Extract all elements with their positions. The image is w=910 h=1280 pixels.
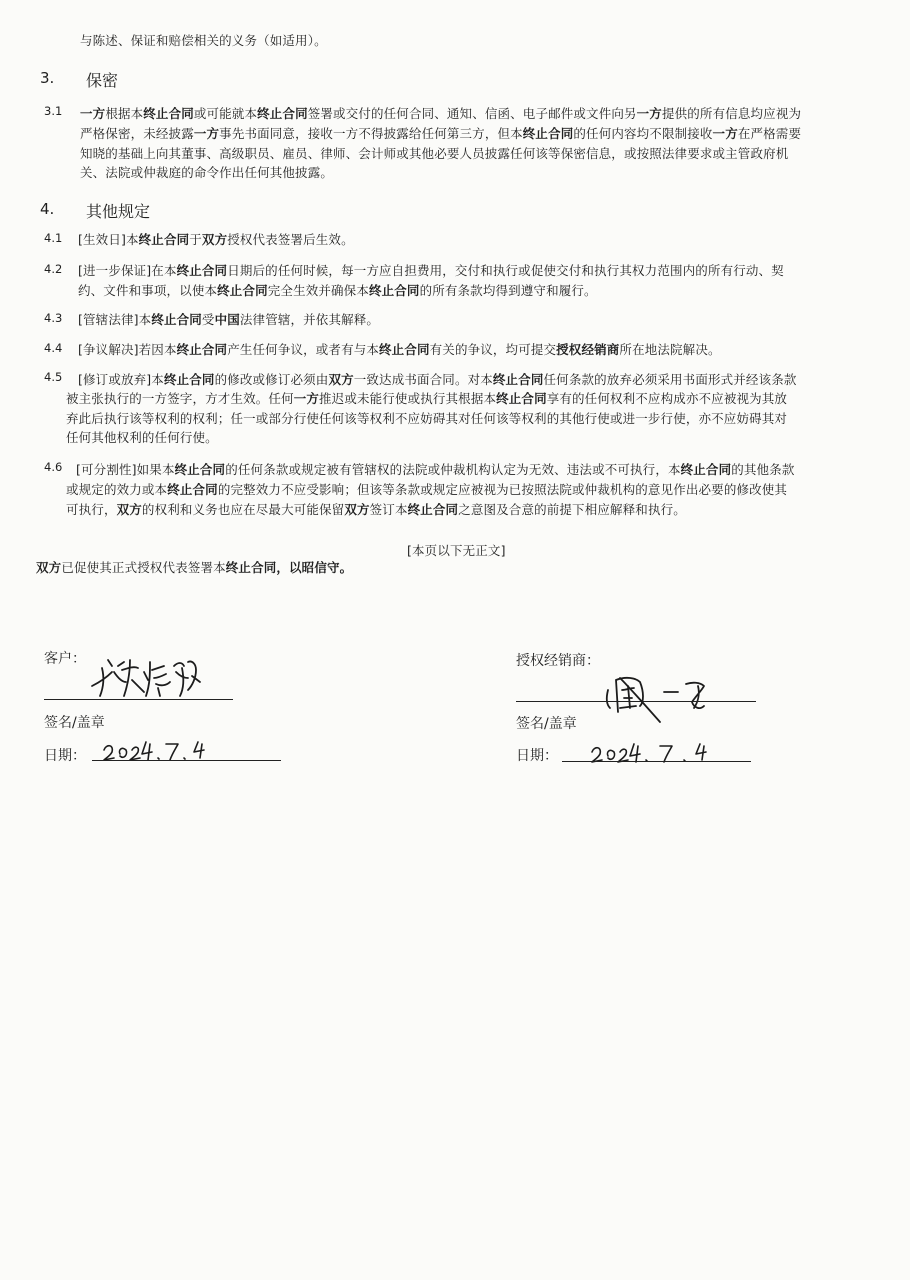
bold-term: 终止合同 [407, 502, 459, 517]
witness-clause [36, 558, 352, 578]
bold-term: 终止合同 [163, 372, 215, 387]
clause-4-2-line-2 [78, 281, 597, 301]
clause-4-6-number: 4.6 [44, 460, 63, 474]
bold-term: 双方 [201, 232, 228, 247]
text-run: 完全生效并确保本 [267, 283, 369, 298]
customer-date-line [92, 760, 281, 761]
customer-handwritten-date [100, 736, 230, 766]
dealer-label: 授权经销商： [516, 653, 600, 669]
text-run: 已促使其正式授权代表签署本 [61, 560, 226, 575]
text-run: [争议解决]若因本 [78, 342, 177, 357]
text-run: 的任何内容均不限制接收 [573, 126, 713, 141]
clause-4-1-number: 4.1 [44, 231, 63, 245]
bold-term: 授权经销商 [556, 342, 620, 357]
customer-sign-label: 签名/盖章 [44, 715, 105, 731]
clause-4-5-line-4 [66, 428, 218, 448]
text-run: 可执行， [66, 502, 117, 517]
section-4-number: 4. [40, 200, 55, 218]
clause-4-5-line-3 [66, 409, 787, 429]
text-run: 的所有条款均得到遵守和履行。 [419, 283, 597, 298]
text-run: 一致达成书面合同。对本 [353, 372, 493, 387]
text-run: 任何条款的放弃必须采用书面形式并经该条款 [543, 372, 797, 387]
bold-term: 一方 [293, 391, 320, 406]
bold-term: 一方 [193, 126, 220, 141]
text-run: 关、法院或仲裁庭的命令作出任何其他披露。 [80, 165, 334, 180]
dealer-date-label: 日期： [516, 748, 558, 764]
section-4-title: 其他规定 [86, 202, 151, 221]
clause-3-1-line-3 [80, 144, 788, 164]
clause-4-5-line-1 [78, 370, 797, 390]
text-run: 弃此后执行该等权利的权利；任一或部分行使任何该等权利不应妨碍其对任何该等权利的其他行使或进一步行使，亦不应妨碍其对 [66, 411, 788, 426]
bold-term: 双方 [36, 560, 62, 575]
bold-term: 一方 [712, 126, 738, 141]
section-3-title: 保密 [86, 71, 119, 90]
clause-4-3-number: 4.3 [44, 311, 63, 325]
bold-term: 终止合同 [680, 462, 732, 477]
dealer-sign-label: 签名/盖章 [516, 716, 577, 732]
clause-4-6-line-1 [76, 460, 795, 480]
text-run: [可分割性]如果本 [76, 462, 175, 477]
text-run: 享有的任何权利不应构成亦不应被视为其放 [546, 391, 788, 406]
text-run: 或可能就本 [193, 106, 258, 121]
bold-term: 一方 [80, 106, 106, 121]
dealer-date-line [562, 761, 751, 762]
bold-term: 中国 [214, 312, 240, 327]
bold-term: 终止合同 [522, 126, 574, 141]
bold-term: 终止合同 [225, 560, 277, 575]
text-run: 约、文件和事项，以使本 [78, 283, 218, 298]
text-run: 的其他条款 [731, 462, 795, 477]
clause-3-1-line-4 [80, 163, 333, 183]
bold-term: 终止合同 [379, 342, 430, 357]
clause-4-3-line-1 [78, 310, 379, 330]
text-run: 受 [201, 312, 215, 327]
clause-4-2-line-1 [78, 261, 784, 281]
bold-term: 终止合同 [492, 372, 544, 387]
intro-text: 与陈述、保证和赔偿相关的义务（如适用）。 [80, 33, 327, 48]
text-run: 的修改或修订必须由 [214, 372, 329, 387]
clause-4-2-number: 4.2 [44, 262, 63, 276]
text-run: 根据本 [105, 106, 144, 121]
bold-term: 终止合同 [167, 482, 218, 497]
text-run: 的任何条款或规定被有管辖权的法院或仲裁机构认定为无效、违法或不可执行，本 [225, 462, 681, 477]
text-run: 任何其他权利的任何行使。 [66, 430, 218, 445]
text-run: 事先书面同意，接收一方不得披露给任何第三方，但本 [219, 126, 523, 141]
customer-signature-line [44, 699, 233, 700]
text-run: 产生任何争议，或者有与本 [227, 342, 380, 357]
clause-4-1-line-1 [78, 230, 354, 250]
text-run: 提供的所有信息均应视为 [661, 106, 802, 121]
clause-4-6-line-2 [66, 480, 787, 500]
bold-term: 终止合同 [217, 283, 268, 298]
text-run: 推迟或未能行使或执行其根据本 [319, 391, 497, 406]
text-run: 严格保密，未经披露 [80, 126, 194, 141]
text-run: [生效日]本 [78, 232, 139, 247]
text-run: 于 [189, 232, 202, 247]
bold-term: 终止合同 [138, 232, 190, 247]
clause-4-6-line-3 [66, 500, 686, 520]
text-run: 所在地法院解决。 [619, 342, 721, 357]
text-run: [修订或放弃]本 [78, 372, 164, 387]
text-run: 法律管辖，并依其解释。 [239, 312, 380, 327]
bold-term: 终止合同 [368, 283, 420, 298]
bold-term: 一方 [636, 106, 662, 121]
text-run: 授权代表签署后生效。 [227, 232, 354, 247]
bold-term: 终止合同 [151, 312, 202, 327]
text-run: 被主张执行的一方签字，方才生效。任何 [66, 391, 294, 406]
bold-term: 终止合同 [496, 391, 547, 406]
bold-term: ，以昭信守。 [276, 560, 353, 575]
customer-date-label: 日期： [44, 748, 86, 764]
bold-term: 终止合同 [176, 263, 228, 278]
clause-4-4-line-1 [78, 340, 721, 360]
dealer-handwritten-signature [600, 668, 740, 724]
text-run: 之意图及合意的前提下相应解释和执行。 [458, 502, 686, 517]
clause-3-1-line-1 [80, 104, 801, 124]
clause-4-5-line-2 [66, 389, 787, 409]
bold-term: 终止合同 [143, 106, 194, 121]
clause-4-5-number: 4.5 [44, 370, 63, 384]
bold-term: 双方 [116, 502, 142, 517]
clause-3-1-number: 3.1 [44, 104, 63, 118]
customer-label: 客户： [44, 651, 86, 667]
text-run: 签订本 [369, 502, 408, 517]
text-run: [进一步保证]在本 [78, 263, 177, 278]
customer-handwritten-signature [88, 652, 218, 702]
text-run: 知晓的基础上向其董事、高级职员、雇员、律师、会计师或其他必要人员披露任何该等保密信息，或按照法律要求或主管政府机 [80, 146, 789, 161]
clause-3-1-line-2 [80, 124, 801, 144]
end-note: [本页以下无正文] [407, 543, 506, 558]
clause-4-4-number: 4.4 [44, 341, 63, 355]
dealer-signature-line [516, 701, 756, 702]
text-run: 的权利和义务也应在尽最大可能保留 [141, 502, 345, 517]
bold-term: 终止合同 [176, 342, 228, 357]
text-run: [管辖法律]本 [78, 312, 152, 327]
bold-term: 终止合同 [257, 106, 308, 121]
bold-term: 双方 [328, 372, 354, 387]
text-run: 的完整效力不应受影响；但该等条款或规定应被视为已按照法院或仲裁机构的意见作出必要的修改使其 [217, 482, 788, 497]
text-run: 在严格需要 [737, 126, 802, 141]
text-run: 签署或交付的任何合同、通知、信函、电子邮件或文件向另 [307, 106, 637, 121]
text-run: 日期后的任何时候，每一方应自担费用，交付和执行或促使交付和执行其权力范围内的所有行动、契 [227, 263, 784, 278]
bold-term: 双方 [344, 502, 370, 517]
text-run: 有关的争议，均可提交 [429, 342, 557, 357]
section-3-number: 3. [40, 69, 55, 87]
text-run: 或规定的效力或本 [66, 482, 168, 497]
bold-term: 终止合同 [174, 462, 226, 477]
